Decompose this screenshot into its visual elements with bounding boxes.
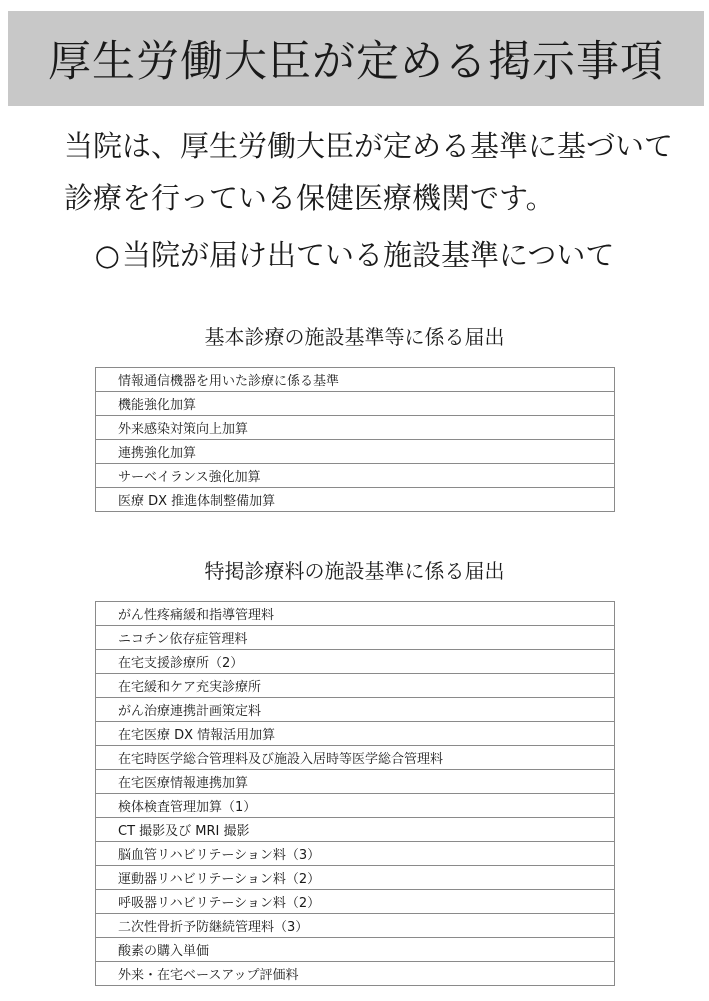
basic-standards-table <box>95 367 615 512</box>
table-cell: がん性疼痛緩和指導管理料 <box>96 602 615 626</box>
table-row <box>96 674 615 698</box>
page-title: 厚生労働大臣が定める掲示事項 <box>48 37 664 87</box>
table-cell: がん治療連携計画策定料 <box>96 698 615 722</box>
basic-section-title: 基本診療の施設基準等に係る届出 <box>204 325 505 349</box>
table-cell: 外来・在宅ベースアップ評価料 <box>96 962 615 986</box>
table-row <box>96 602 615 626</box>
table-row <box>96 440 615 464</box>
table-row <box>96 488 615 512</box>
table-cell: 在宅緩和ケア充実診療所 <box>96 674 615 698</box>
table-cell: 二次性骨折予防継続管理料（3） <box>96 914 615 938</box>
table-row <box>96 722 615 746</box>
table-cell: サーベイランス強化加算 <box>96 464 615 488</box>
table-cell: 外来感染対策向上加算 <box>96 416 615 440</box>
special-standards-table <box>95 601 615 986</box>
table-cell: 運動器リハビリテーション料（2） <box>96 866 615 890</box>
table-cell: 在宅医療 DX 情報活用加算 <box>96 722 615 746</box>
facility-standards-heading <box>0 235 709 275</box>
intro-line-1: 当院は、厚生労働大臣が定める基準に基づいて <box>64 129 674 163</box>
table-row <box>96 770 615 794</box>
table-row <box>96 962 615 986</box>
title-banner <box>8 11 704 106</box>
table-row <box>96 392 615 416</box>
table-cell: 機能強化加算 <box>96 392 615 416</box>
circle-mark-icon: ○ <box>94 238 120 272</box>
table-row <box>96 416 615 440</box>
table-cell: 呼吸器リハビリテーション料（2） <box>96 890 615 914</box>
table-cell: 在宅支援診療所（2） <box>96 650 615 674</box>
table-row <box>96 914 615 938</box>
table-cell: 医療 DX 推進体制整備加算 <box>96 488 615 512</box>
intro-text <box>64 120 684 224</box>
table-row <box>96 464 615 488</box>
table-cell: ニコチン依存症管理料 <box>96 626 615 650</box>
table-row <box>96 842 615 866</box>
table-cell: 在宅時医学総合管理料及び施設入居時等医学総合管理料 <box>96 746 615 770</box>
table-cell: 酸素の購入単価 <box>96 938 615 962</box>
table-cell: CT 撮影及び MRI 撮影 <box>96 818 615 842</box>
special-section-title: 特掲診療料の施設基準に係る届出 <box>204 559 505 583</box>
table-row <box>96 818 615 842</box>
table-row <box>96 794 615 818</box>
table-row <box>96 890 615 914</box>
table-row <box>96 650 615 674</box>
table-cell: 情報通信機器を用いた診療に係る基準 <box>96 368 615 392</box>
facility-standards-heading-text: 当院が届け出ている施設基準について <box>121 238 615 272</box>
table-cell: 検体検査管理加算（1） <box>96 794 615 818</box>
table-cell: 在宅医療情報連携加算 <box>96 770 615 794</box>
table-row <box>96 368 615 392</box>
table-row <box>96 626 615 650</box>
table-row <box>96 866 615 890</box>
table-cell: 脳血管リハビリテーション料（3） <box>96 842 615 866</box>
table-row <box>96 698 615 722</box>
intro-line-2: 診療を行っている保健医療機関です。 <box>64 181 555 215</box>
table-row <box>96 746 615 770</box>
table-cell: 連携強化加算 <box>96 440 615 464</box>
table-row <box>96 938 615 962</box>
